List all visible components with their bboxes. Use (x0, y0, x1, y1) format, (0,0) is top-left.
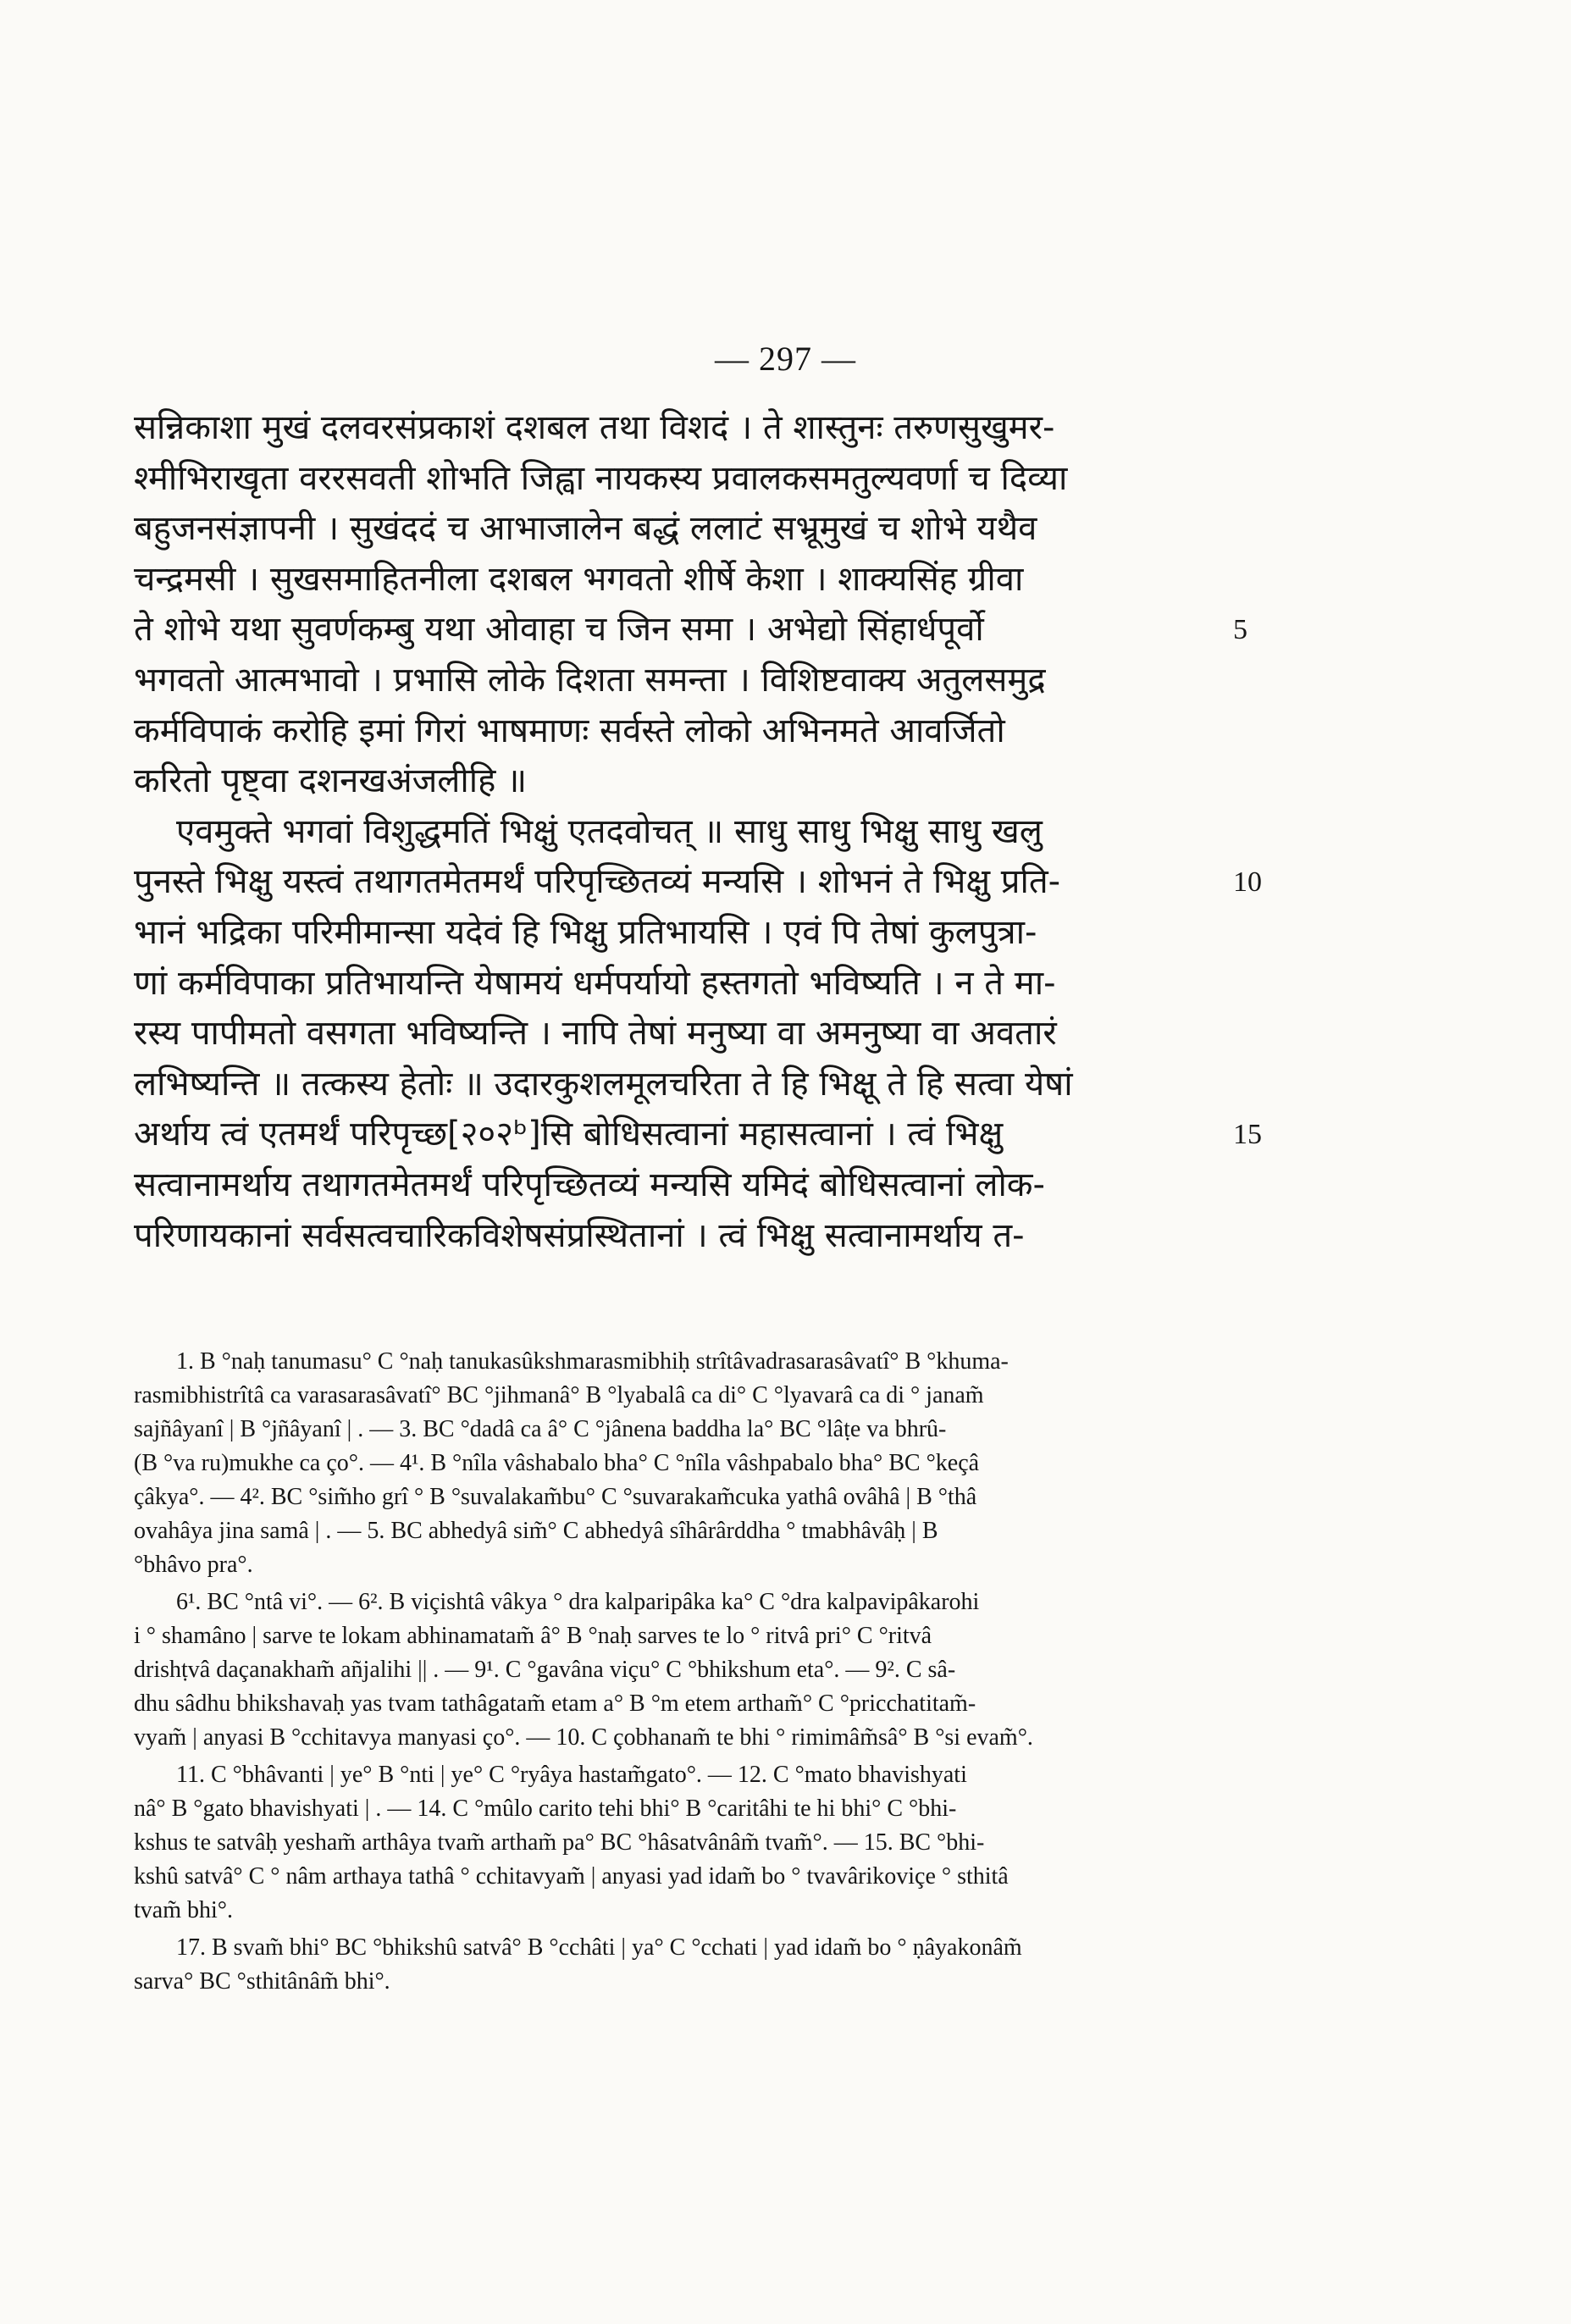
line-number: 5 (1233, 614, 1247, 646)
sanskrit-line (134, 504, 1235, 555)
footnote-line: 1. B °naḥ tanumasu° C °naḥ tanukasûkshmarasmibhiḥ strîtâvadrasarasâvatî° B °khuma- (176, 1348, 1009, 1375)
footnote-line: 17. B svam̃ bhi° BC °bhikshû satvâ° B °cchâti | ya° C °cchati | yad idam̃ bo ° ṇâyakonâm̃ (176, 1934, 1022, 1961)
sanskrit-line (134, 908, 1235, 959)
footnote-line: kshû satvâ° C ° nâm arthaya tathâ ° cchitavyam̃ | anyasi yad idam̃ bo ° tvavârikoviçe ° sthitâ (134, 1863, 1009, 1890)
footnote-line: vyam̃ | anyasi B °cchitavya manyasi ço°. — 10. C çobhanam̃ te bhi ° rimimâm̃sâ° B °si evam̃°. (134, 1724, 1033, 1751)
footnote-line: 11. C °bhâvanti | ye° B °nti | ye° C °ryâya hastam̃gato°. — 12. C °mato bhavishyati (176, 1762, 967, 1788)
sanskrit-line-text: कर्मविपाकं करोहि इमां गिरां भाषमाणः सर्वस्ते लोको अभिनमते आवर्जितो (134, 711, 1005, 750)
sanskrit-line-text: बहुजनसंज्ञापनी । सुखंददं च आभाजालेन बद्धं ललाटं सभ्रूमुखं च शोभे यथैव (134, 509, 1037, 549)
footnote-line: nâ° B °gato bhavishyati | . — 14. C °mûlo carito tehi bhi° B °caritâhi te hi bhi° C °bhi- (134, 1796, 957, 1822)
footnote-line: drishṭvâ daçanakham̃ añjalihi || . — 9¹. C °gavâna viçu° C °bhikshum eta°. — 9². C sâ- (134, 1657, 956, 1683)
sanskrit-line (134, 1060, 1235, 1110)
sanskrit-line-text: परिणायकानां सर्वसत्वचारिकविशेषसंप्रस्थितानां । त्वं भिक्षु सत्वानामर्थाय त- (134, 1215, 1025, 1255)
sanskrit-line-text: भगवतो आत्मभावो । प्रभासि लोके दिशता समन्ता । विशिष्टवाक्य अतुलसमुद्र (134, 660, 1046, 700)
footnotes-block (134, 1345, 1235, 2002)
page-number: — 297 — (715, 340, 856, 378)
sanskrit-line (134, 555, 1235, 606)
sanskrit-line-text: सन्निकाशा मुखं दलवरसंप्रकाशं दशबल तथा विशदं । ते शास्तुनः तरुणसुखुमर- (134, 408, 1055, 447)
sanskrit-line (134, 807, 1235, 858)
sanskrit-line (134, 959, 1235, 1010)
footnote-line: rasmibhistrîtâ ca varasarasâvatî° BC °jihmanâ° B °lyabalâ ca di° C °lyavarâ ca di ° janam̃ (134, 1382, 984, 1408)
footnote-line: °bhâvo pra°. (134, 1552, 253, 1578)
sanskrit-line (134, 1211, 1235, 1262)
footnote-line: (B °va ru)mukhe ca ço°. — 4¹. B °nîla vâshabalo bha° C °nîla vâshpabalo bha° BC °keçâ (134, 1450, 980, 1476)
sanskrit-text-block (134, 403, 1262, 1261)
sanskrit-line (134, 857, 1262, 908)
line-number: 15 (1233, 1119, 1262, 1151)
footnote-line: sarva° BC °sthitânâm̃ bhi°. (134, 1968, 390, 1995)
footnote-line: çâkya°. — 4². BC °sim̃ho grî ° B °suvalakam̃bu° C °suvarakam̃cuka yathâ ovâhâ | B °thâ (134, 1484, 977, 1510)
sanskrit-line-text: भानं भद्रिका परिमीमान्सा यदेवं हि भिक्षु प्रतिभायसि । एवं पि तेषां कुलपुत्रा- (134, 912, 1037, 952)
footnote-line: kshus te satvâḥ yesham̃ arthâya tvam̃ artham̃ pa° BC °hâsatvânâm̃ tvam̃°. — 15. BC °bhi- (134, 1829, 985, 1856)
sanskrit-line (134, 756, 1235, 807)
footnote-line: tvam̃ bhi°. (134, 1897, 233, 1923)
sanskrit-line-text: श्मीभिराखृता वररसवती शोभति जिह्वा नायकस्य प्रवालकसमतुल्यवर्णा च दिव्या (134, 458, 1068, 498)
sanskrit-line-text: करितो पृष्ट्वा दशनखअंजलीहि ॥ (134, 761, 528, 801)
sanskrit-line (134, 1109, 1262, 1160)
footnote-line: dhu sâdhu bhikshavaḥ yas tvam tathâgatam̃ etam a° B °m etem artham̃° C °pricchatitam̃- (134, 1690, 976, 1717)
footnote-paragraph (134, 1931, 1235, 1999)
sanskrit-line-text: लभिष्यन्ति ॥ तत्कस्य हेतोः ॥ उदारकुशलमूलचरिता ते हि भिक्षू ते हि सत्वा येषां (134, 1064, 1073, 1104)
sanskrit-line-text: चन्द्रमसी । सुखसमाहितनीला दशबल भगवतो शीर्षे केशा । शाक्यसिंह ग्रीवा (134, 559, 1024, 599)
sanskrit-line (134, 403, 1235, 454)
footnote-paragraph (134, 1758, 1235, 1928)
sanskrit-line (134, 706, 1235, 757)
footnote-line: ovahâya jina samâ | . — 5. BC abhedyâ sim̃° C abhedyâ sîhârârddha ° tmabhâvâḥ | B (134, 1518, 938, 1544)
sanskrit-line-text: पुनस्ते भिक्षु यस्त्वं तथागतमेतमर्थं परिपृच्छितव्यं मन्यसि । शोभनं ते भिक्षु प्रति- (134, 862, 1061, 902)
sanskrit-line-text: एवमुक्ते भगवां विशुद्धमतिं भिक्षुं एतदवोचत् ॥ साधु साधु भिक्षु साधु खलु (176, 811, 1043, 851)
footnote-paragraph (134, 1345, 1235, 1582)
footnote-line: 6¹. BC °ntâ vi°. — 6². B viçishtâ vâkya ° dra kalparipâka ka° C °dra kalpavipâkarohi (176, 1589, 980, 1615)
footnote-paragraph (134, 1585, 1235, 1755)
sanskrit-line-text: रस्य पापीमतो वसगता भविष्यन्ति । नापि तेषां मनुष्या वा अमनुष्या वा अवतारं (134, 1014, 1057, 1054)
sanskrit-line-text: अर्थाय त्वं एतमर्थं परिपृच्छ[२०२ᵇ]सि बोधिसत्वानां महासत्वानां । त्वं भिक्षु (134, 1115, 1004, 1154)
sanskrit-line (134, 605, 1247, 656)
sanskrit-line (134, 1160, 1235, 1211)
sanskrit-line (134, 454, 1235, 505)
sanskrit-line (134, 1009, 1235, 1060)
sanskrit-line-text: णां कर्मविपाका प्रतिभायन्ति येषामयं धर्मपर्यायो हस्तगतो भविष्यति । न ते मा- (134, 963, 1056, 1003)
footnote-line: sajñâyanî | B °jñâyanî | . — 3. BC °dadâ ca â° C °jânena baddha la° BC °lâṭe va bhrû- (134, 1416, 947, 1442)
footnote-line: i ° shamâno | sarve te lokam abhinamatam̃ â° B °naḥ sarves te lo ° ritvâ pri° C °ritvâ (134, 1623, 932, 1649)
sanskrit-line-text: ते शोभे यथा सुवर्णकम्बु यथा ओवाहा च जिन समा । अभेद्यो सिंहार्धपूर्वो (134, 610, 984, 650)
sanskrit-line-text: सत्वानामर्थाय तथागतमेतमर्थं परिपृच्छितव्यं मन्यसि यमिदं बोधिसत्वानां लोक- (134, 1165, 1045, 1204)
sanskrit-line (134, 656, 1235, 706)
line-number: 10 (1233, 866, 1262, 899)
